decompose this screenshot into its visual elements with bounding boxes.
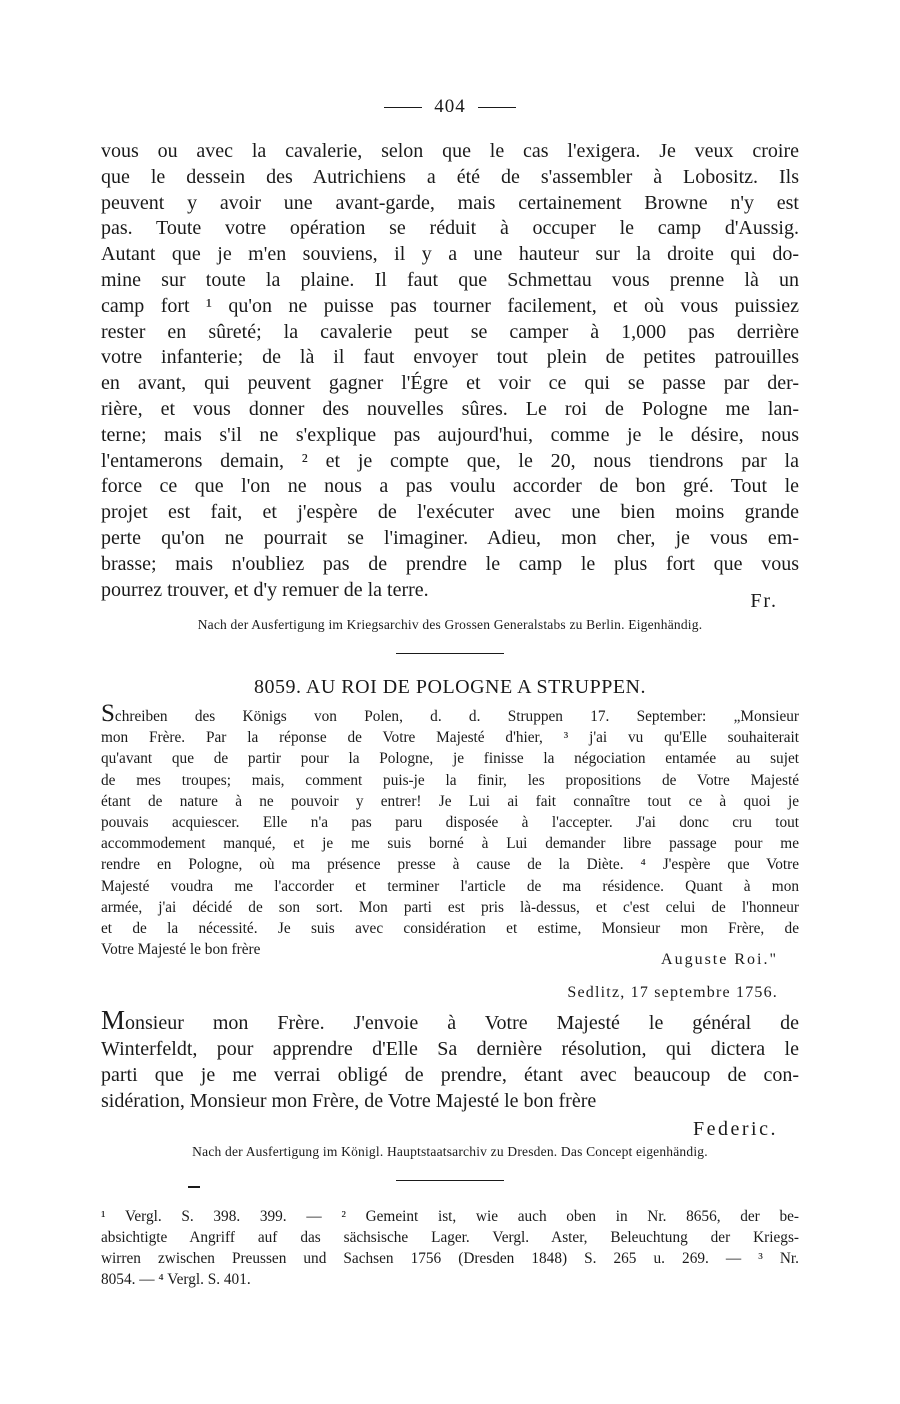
text-line: parti que je me verrai obligé de prendre, étant avec beaucoup de con- (101, 1064, 799, 1086)
letter2-quoted-letter (101, 700, 799, 960)
letter1-source-note: Nach der Ausfertigung im Kriegsarchiv des Grossen Generalstabs zu Berlin. Eigenhändig. (197, 617, 703, 632)
print-mark (188, 1186, 200, 1188)
text-line: mine sur toute la plaine. Il faut que Schmettau vous prenne là un (101, 268, 799, 291)
text-line: peuvent y avoir une avant-garde, mais certainement Browne n'y est (101, 191, 799, 214)
text-line: sidération, Monsieur mon Frère, de Votre Majesté le bon frère (101, 1090, 597, 1112)
footnote-line: absichtigte Angriff auf das sächsische Lager. Vergl. Aster, Beleuchtung der Kriegs- (101, 1229, 799, 1246)
text-line: pourrez trouver, et d'y remuer de la terre. (101, 578, 429, 601)
footnote-line: ¹ Vergl. S. 398. 399. — ² Gemeint ist, wie auch oben in Nr. 8656, der be- (101, 1208, 799, 1225)
footnote-line: wirren zwischen Preussen und Sachsen 1756 (Dresden 1848) S. 265 u. 269. — ³ Nr. (101, 1250, 799, 1267)
text-line: accommodement manqué, et je me suis borné à Lui demander libre passage pour me (101, 835, 799, 853)
letter2-source-note: Nach der Ausfertigung im Königl. Hauptstaatsarchiv zu Dresden. Das Concept eigenhändig. (192, 1144, 708, 1159)
text-line: projet est fait, et j'espère de l'exécuter avec une bien moins grande (101, 501, 799, 524)
text-line: camp fort ¹ qu'on ne puisse pas tourner facilement, et où vous puissiez (101, 294, 799, 317)
section-divider (396, 653, 504, 654)
footnote-line: 8054. — ⁴ Vergl. S. 401. (101, 1271, 251, 1288)
text-line: Monsieur mon Frère. J'envoie à Votre Majesté le général de (101, 1005, 799, 1035)
letter2-signature: Federic. (693, 1118, 778, 1140)
letter1-signature: Fr. (750, 590, 778, 612)
footnotes (101, 1206, 799, 1290)
text-line: perte qu'on ne pourrait se l'imaginer. Adieu, mon cher, je vous em- (101, 526, 799, 549)
text-line: Autant que je m'en souviens, il y a une hauteur sur la droite qui do- (101, 243, 799, 266)
quote-signature: Auguste Roi." (661, 951, 778, 968)
text-line: pas. Toute votre opération se réduit à occuper le camp d'Aussig. (101, 217, 799, 240)
text-line: l'entamerons demain, ² et je compte que, le 20, nous tiendrons par la (101, 449, 799, 472)
text-line: force ce que l'on ne nous a pas voulu accorder de bon gré. Tout le (101, 475, 799, 498)
text-line: rester en sûreté; la cavalerie peut se camper à 1,000 pas derrière (101, 320, 799, 343)
text-line: brasse; mais n'oubliez pas de prendre le camp le plus fort que vous (101, 552, 799, 575)
text-line: armée, j'ai décidé de son sort. Mon parti est pris là-dessus, et c'est celui de l'honneur (101, 898, 799, 916)
page-number: 404 (0, 96, 900, 118)
page-number-dash-left (384, 107, 422, 108)
letter2-body (101, 1007, 799, 1114)
text-line: Majesté voudra me l'accorder et terminer l'article de ma résidence. Quant à mon (101, 877, 799, 895)
letter2-heading: 8059. AU ROI DE POLOGNE A STRUPPEN. (254, 676, 646, 698)
text-line: rière, et vous donner des nouvelles sûres. Le roi de Pologne me lan- (101, 397, 799, 420)
dateline: Sedlitz, 17 septembre 1756. (567, 984, 778, 1001)
text-line: étant de nature à ne pouvoir y entrer! Je Lui ai fait connaître tout ce à quoi je (101, 792, 799, 810)
letter1-body (101, 139, 799, 603)
footnote-divider (396, 1180, 504, 1181)
text-line: de mes troupes; mais, comment puis-je la finir, les propositions de Votre Majesté (101, 771, 799, 789)
text-line: Schreiben des Königs von Polen, d. d. Struppen 17. September: „Monsieur (101, 700, 799, 727)
text-line: et de la nécessité. Je suis avec considération et estime, Monsieur mon Frère, de (101, 920, 799, 938)
text-line: rendre en Pologne, où ma présence presse à cause de la Diète. ⁴ J'espère que Votre (101, 856, 799, 874)
page-number-dash-right (478, 107, 516, 108)
text-line: que le dessein des Autrichiens a été de s'assembler à Lobositz. Ils (101, 165, 799, 188)
text-line: vous ou avec la cavalerie, selon que le cas l'exigera. Je veux croire (101, 140, 799, 162)
text-line: Winterfeldt, pour apprendre d'Elle Sa dernière résolution, qui dictera le (101, 1038, 799, 1060)
drop-cap: M (101, 1005, 126, 1035)
text-line: Votre Majesté le bon frère (101, 941, 261, 959)
drop-cap: S (101, 700, 115, 727)
text-line: qu'avant que de partir pour la Pologne, je finisse la négociation entamée au sujet (101, 750, 799, 768)
text-line: terne; mais s'il ne s'explique pas aujourd'hui, comme je le désire, nous (101, 423, 799, 446)
text-line: votre infanterie; de là il faut envoyer tout plein de petites patrouilles (101, 346, 799, 369)
text-line: en avant, qui peuvent gagner l'Égre et voir ce qui se passe par der- (101, 372, 799, 395)
text-line: pouvais acquiescer. Elle n'a pas paru disposée à l'accepter. J'ai donc cru tout (101, 814, 799, 832)
text-line: mon Frère. Par la réponse de Votre Majesté d'hier, ³ j'ai vu qu'Elle souhaiterait (101, 729, 799, 747)
